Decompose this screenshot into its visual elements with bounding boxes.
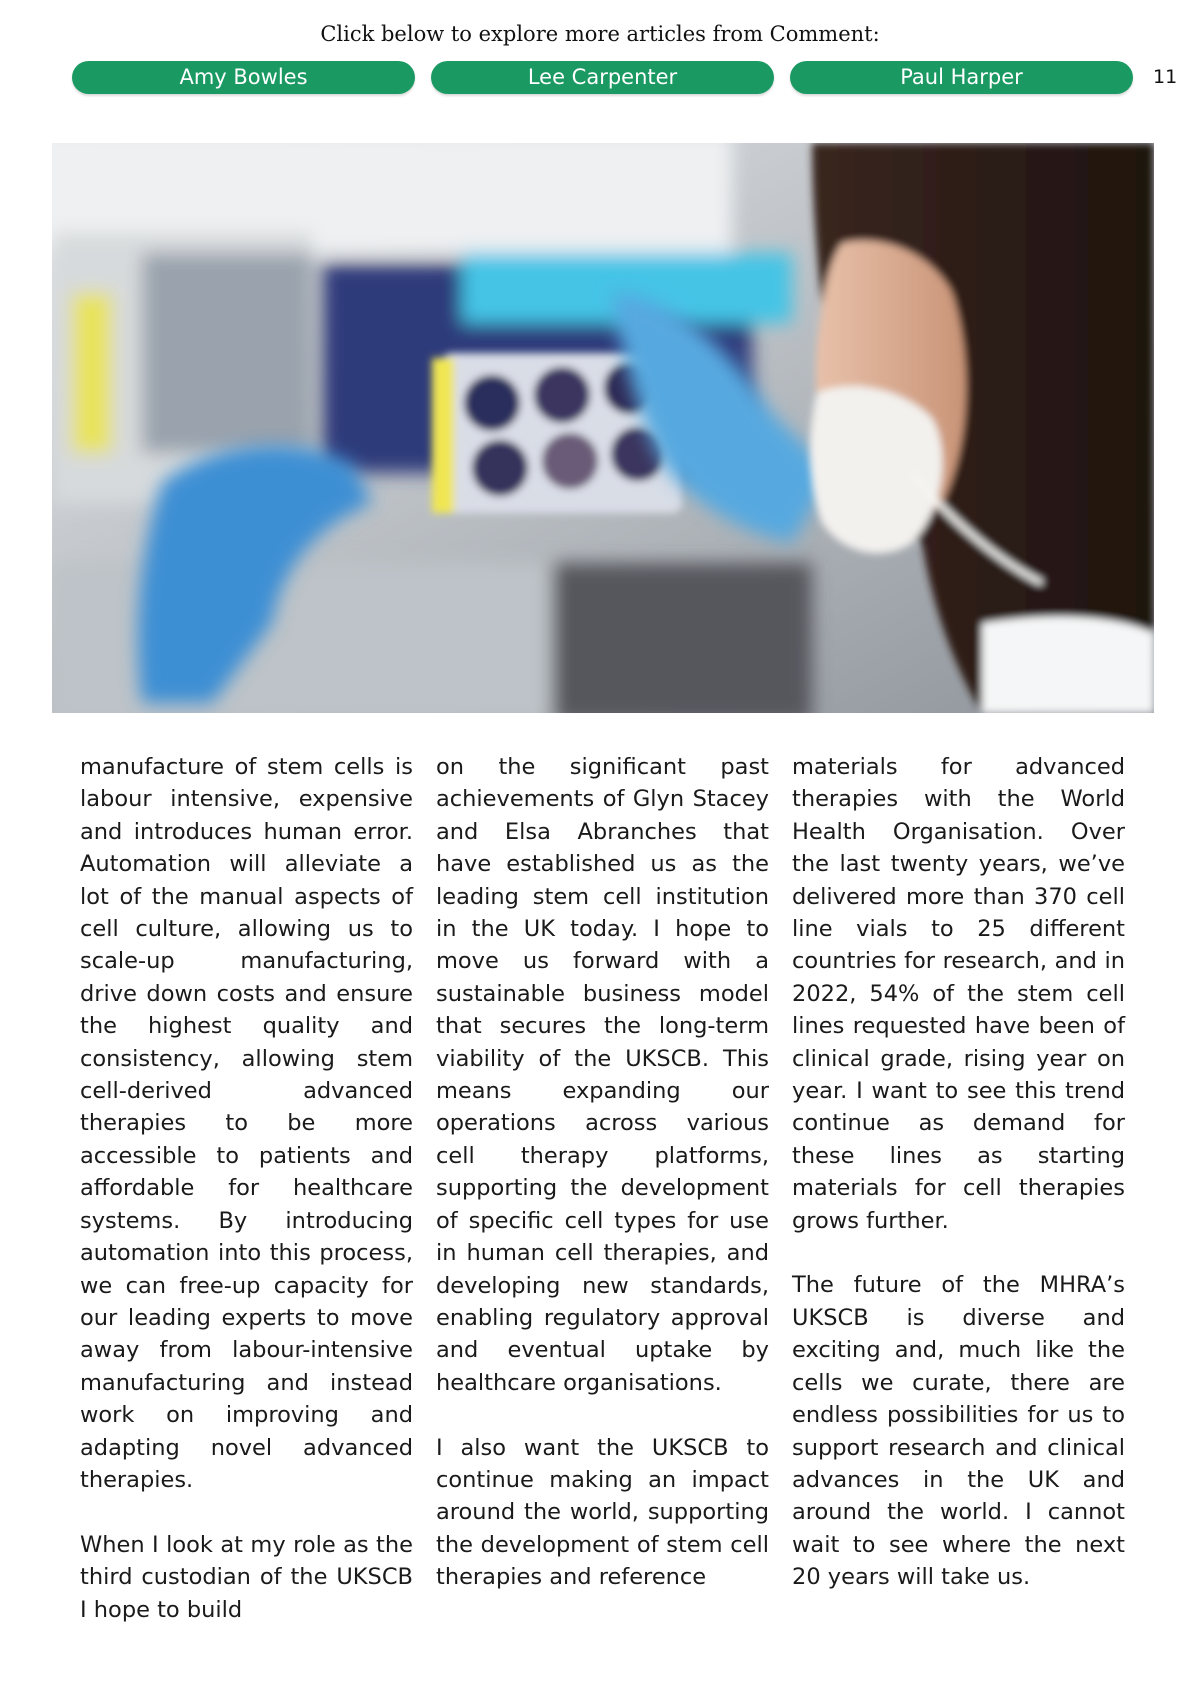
page-number: 11 (1153, 66, 1178, 88)
paragraph: I also want the UKSCB to continue making an impact around the world, supporting the development of stem cell therapies and reference (436, 1434, 769, 1591)
paragraph: materials for advanced therapies with the World Health Organisation. Over the last twenty years, we’ve delivered more than 370 cell line vials to 25 different countries for research, and in 2022, 54% of the stem cell lines requested have been of clinical grade, rising year on year. I want to see this trend continue as demand for these lines as starting materials for cell therapies grows further. (792, 754, 1125, 1234)
article-column-2 (436, 751, 769, 1594)
article-column-3 (792, 751, 1125, 1594)
author-link-lee-carpenter[interactable]: Lee Carpenter (431, 61, 774, 94)
explore-articles-heading: Click below to explore more articles from Comment: (320, 22, 880, 46)
paragraph: on the significant past achievements of Glyn Stacey and Elsa Abranches that have established us as the leading stem cell institution in the UK today. I hope to move us forward with a sustainable business model that secures the long-term viability of the UKSCB. This means expanding our operations across various cell therapy platforms, supporting the development of specific cell types for use in human cell therapies, and developing new standards, enabling regulatory approval and eventual uptake by healthcare organisations. (436, 754, 769, 1396)
article-column-1 (80, 751, 413, 1626)
author-link-paul-harper[interactable]: Paul Harper (790, 61, 1133, 94)
author-link-amy-bowles[interactable]: Amy Bowles (72, 61, 415, 94)
paragraph: manufacture of stem cells is labour intensive, expensive and introduces human error. Automation will alleviate a lot of the manual aspects of cell culture, allowing us to scale-up manufacturing, drive down costs and ensure the highest quality and consistency, allowing stem cell-derived advanced therapies to be more accessible to patients and affordable for healthcare systems. By introducing automation into this process, we can free-up capacity for our leading experts to move away from labour-intensive manufacturing and instead work on improving and adapting novel advanced therapies. (80, 754, 413, 1493)
lab-photo (52, 143, 1154, 713)
paragraph: When I look at my role as the third custodian of the UKSCB I hope to build (80, 1531, 413, 1623)
paragraph: The future of the MHRA’s UKSCB is diverse and exciting and, much like the cells we curate, there are endless possibilities for us to support research and clinical advances in the UK and around the world. I cannot wait to see where the next 20 years will take us. (792, 1272, 1125, 1591)
